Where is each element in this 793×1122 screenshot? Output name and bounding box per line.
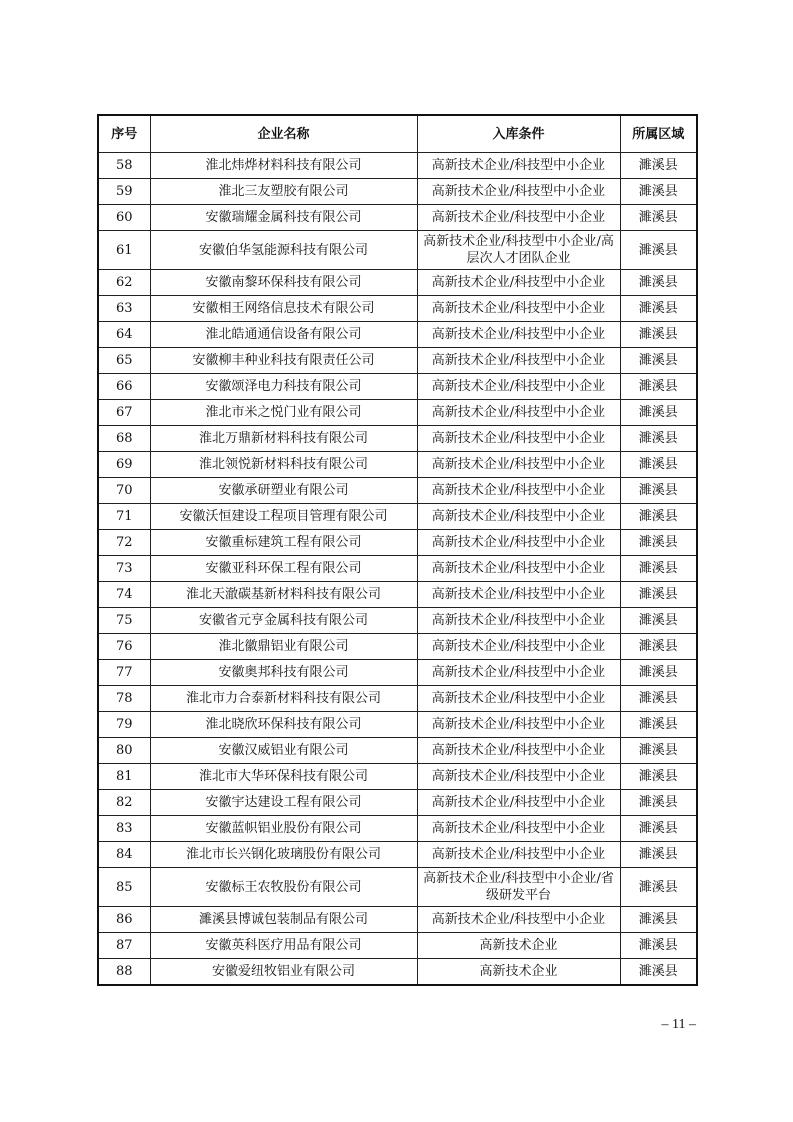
cell-region: 濉溪县 — [620, 400, 697, 426]
table-row — [98, 660, 697, 686]
cell-name: 淮北领悦新材料科技有限公司 — [150, 452, 417, 478]
cell-region: 濉溪县 — [620, 634, 697, 660]
cell-name: 安徽承研塑业有限公司 — [150, 478, 417, 504]
cell-name: 安徽奥邦科技有限公司 — [150, 660, 417, 686]
cell-region: 濉溪县 — [620, 842, 697, 868]
cell-condition: 高新技术企业/科技型中小企业 — [417, 504, 620, 530]
cell-no: 65 — [98, 348, 150, 374]
cell-no: 72 — [98, 530, 150, 556]
table-row — [98, 868, 697, 907]
table-row — [98, 452, 697, 478]
cell-condition: 高新技术企业/科技型中小企业 — [417, 764, 620, 790]
cell-region: 濉溪县 — [620, 530, 697, 556]
cell-region: 濉溪县 — [620, 868, 697, 907]
cell-name: 安徽亚科环保工程有限公司 — [150, 556, 417, 582]
cell-region: 濉溪县 — [620, 686, 697, 712]
table-row — [98, 907, 697, 933]
table-row — [98, 153, 697, 179]
cell-condition: 高新技术企业/科技型中小企业 — [417, 153, 620, 179]
cell-no: 85 — [98, 868, 150, 907]
cell-region: 濉溪县 — [620, 504, 697, 530]
table-header-row — [98, 115, 697, 153]
cell-region: 濉溪县 — [620, 712, 697, 738]
table-row — [98, 790, 697, 816]
page-number: – 11 – — [661, 1017, 696, 1032]
cell-condition: 高新技术企业/科技型中小企业 — [417, 842, 620, 868]
table-row — [98, 556, 697, 582]
cell-no: 74 — [98, 582, 150, 608]
cell-name: 淮北市米之悦门业有限公司 — [150, 400, 417, 426]
cell-region: 濉溪县 — [620, 231, 697, 270]
table-row — [98, 634, 697, 660]
cell-no: 59 — [98, 179, 150, 205]
cell-region: 濉溪县 — [620, 205, 697, 231]
header-condition: 入库条件 — [417, 115, 620, 153]
cell-no: 70 — [98, 478, 150, 504]
cell-region: 濉溪县 — [620, 348, 697, 374]
table-row — [98, 933, 697, 959]
cell-region: 濉溪县 — [620, 959, 697, 986]
cell-condition: 高新技术企业/科技型中小企业 — [417, 296, 620, 322]
table-row — [98, 179, 697, 205]
table-row — [98, 296, 697, 322]
cell-name: 安徽宇达建设工程有限公司 — [150, 790, 417, 816]
table-row — [98, 738, 697, 764]
table-row — [98, 530, 697, 556]
cell-region: 濉溪县 — [620, 179, 697, 205]
table-row — [98, 504, 697, 530]
cell-condition: 高新技术企业/科技型中小企业 — [417, 478, 620, 504]
cell-name: 淮北天澈碳基新材料科技有限公司 — [150, 582, 417, 608]
cell-name: 淮北皓通通信设备有限公司 — [150, 322, 417, 348]
cell-name: 安徽柳丰种业科技有限责任公司 — [150, 348, 417, 374]
cell-no: 80 — [98, 738, 150, 764]
cell-region: 濉溪县 — [620, 608, 697, 634]
cell-condition: 高新技术企业 — [417, 959, 620, 986]
header-no: 序号 — [98, 115, 150, 153]
cell-name: 淮北三友塑胶有限公司 — [150, 179, 417, 205]
cell-name: 安徽省元亨金属科技有限公司 — [150, 608, 417, 634]
enterprise-table — [97, 114, 698, 986]
table-row — [98, 205, 697, 231]
cell-name: 淮北徽鼎铝业有限公司 — [150, 634, 417, 660]
cell-no: 58 — [98, 153, 150, 179]
table-row — [98, 478, 697, 504]
cell-no: 66 — [98, 374, 150, 400]
cell-condition: 高新技术企业/科技型中小企业 — [417, 348, 620, 374]
cell-region: 濉溪县 — [620, 582, 697, 608]
cell-no: 81 — [98, 764, 150, 790]
cell-name: 安徽英科医疗用品有限公司 — [150, 933, 417, 959]
cell-no: 88 — [98, 959, 150, 986]
cell-region: 濉溪县 — [620, 296, 697, 322]
cell-condition: 高新技术企业 — [417, 933, 620, 959]
cell-no: 63 — [98, 296, 150, 322]
table-row — [98, 842, 697, 868]
cell-condition: 高新技术企业/科技型中小企业 — [417, 790, 620, 816]
table-row — [98, 400, 697, 426]
cell-no: 64 — [98, 322, 150, 348]
table-row — [98, 374, 697, 400]
cell-condition: 高新技术企业/科技型中小企业 — [417, 556, 620, 582]
cell-condition: 高新技术企业/科技型中小企业 — [417, 374, 620, 400]
cell-condition: 高新技术企业/科技型中小企业 — [417, 608, 620, 634]
cell-condition: 高新技术企业/科技型中小企业 — [417, 738, 620, 764]
cell-region: 濉溪县 — [620, 660, 697, 686]
header-name: 企业名称 — [150, 115, 417, 153]
cell-name: 安徽伯华氢能源科技有限公司 — [150, 231, 417, 270]
table-row — [98, 348, 697, 374]
cell-condition: 高新技术企业/科技型中小企业 — [417, 179, 620, 205]
cell-name: 淮北万鼎新材料科技有限公司 — [150, 426, 417, 452]
cell-no: 77 — [98, 660, 150, 686]
table-row — [98, 608, 697, 634]
header-region: 所属区域 — [620, 115, 697, 153]
table-row — [98, 959, 697, 986]
cell-condition: 高新技术企业/科技型中小企业 — [417, 270, 620, 296]
cell-condition: 高新技术企业/科技型中小企业 — [417, 660, 620, 686]
cell-condition: 高新技术企业/科技型中小企业 — [417, 322, 620, 348]
cell-condition: 高新技术企业/科技型中小企业/高层次人才团队企业 — [417, 231, 620, 270]
cell-region: 濉溪县 — [620, 452, 697, 478]
cell-no: 78 — [98, 686, 150, 712]
cell-no: 67 — [98, 400, 150, 426]
cell-no: 62 — [98, 270, 150, 296]
cell-condition: 高新技术企业/科技型中小企业/省级研发平台 — [417, 868, 620, 907]
cell-condition: 高新技术企业/科技型中小企业 — [417, 582, 620, 608]
cell-no: 68 — [98, 426, 150, 452]
cell-no: 86 — [98, 907, 150, 933]
cell-name: 安徽标王农牧股份有限公司 — [150, 868, 417, 907]
cell-condition: 高新技术企业/科技型中小企业 — [417, 686, 620, 712]
cell-no: 61 — [98, 231, 150, 270]
table-body — [98, 153, 697, 986]
cell-region: 濉溪县 — [620, 556, 697, 582]
cell-name: 濉溪县博诚包装制品有限公司 — [150, 907, 417, 933]
cell-condition: 高新技术企业/科技型中小企业 — [417, 452, 620, 478]
cell-name: 安徽汉威铝业有限公司 — [150, 738, 417, 764]
cell-region: 濉溪县 — [620, 933, 697, 959]
cell-no: 71 — [98, 504, 150, 530]
cell-condition: 高新技术企业/科技型中小企业 — [417, 712, 620, 738]
cell-name: 安徽颂泽电力科技有限公司 — [150, 374, 417, 400]
cell-condition: 高新技术企业/科技型中小企业 — [417, 816, 620, 842]
table-row — [98, 322, 697, 348]
cell-region: 濉溪县 — [620, 764, 697, 790]
cell-name: 淮北市力合泰新材料科技有限公司 — [150, 686, 417, 712]
cell-region: 濉溪县 — [620, 270, 697, 296]
cell-name: 安徽爱纽牧铝业有限公司 — [150, 959, 417, 986]
cell-condition: 高新技术企业/科技型中小企业 — [417, 426, 620, 452]
cell-region: 濉溪县 — [620, 426, 697, 452]
table-row — [98, 231, 697, 270]
cell-no: 76 — [98, 634, 150, 660]
cell-name: 淮北炜烨材料科技有限公司 — [150, 153, 417, 179]
cell-region: 濉溪县 — [620, 153, 697, 179]
cell-region: 濉溪县 — [620, 738, 697, 764]
cell-no: 82 — [98, 790, 150, 816]
cell-condition: 高新技术企业/科技型中小企业 — [417, 634, 620, 660]
cell-region: 濉溪县 — [620, 790, 697, 816]
table-row — [98, 582, 697, 608]
cell-name: 淮北市大华环保科技有限公司 — [150, 764, 417, 790]
cell-no: 87 — [98, 933, 150, 959]
cell-name: 淮北晓欣环保科技有限公司 — [150, 712, 417, 738]
cell-condition: 高新技术企业/科技型中小企业 — [417, 907, 620, 933]
cell-name: 安徽沃恒建设工程项目管理有限公司 — [150, 504, 417, 530]
table-row — [98, 764, 697, 790]
cell-no: 84 — [98, 842, 150, 868]
table-row — [98, 426, 697, 452]
cell-no: 83 — [98, 816, 150, 842]
table-row — [98, 712, 697, 738]
cell-condition: 高新技术企业/科技型中小企业 — [417, 530, 620, 556]
cell-no: 60 — [98, 205, 150, 231]
cell-name: 安徽相王网络信息技术有限公司 — [150, 296, 417, 322]
cell-region: 濉溪县 — [620, 322, 697, 348]
cell-name: 安徽蓝帜铝业股份有限公司 — [150, 816, 417, 842]
cell-name: 安徽重标建筑工程有限公司 — [150, 530, 417, 556]
cell-region: 濉溪县 — [620, 374, 697, 400]
cell-no: 79 — [98, 712, 150, 738]
cell-region: 濉溪县 — [620, 816, 697, 842]
cell-name: 安徽瑞耀金属科技有限公司 — [150, 205, 417, 231]
cell-region: 濉溪县 — [620, 478, 697, 504]
cell-no: 73 — [98, 556, 150, 582]
cell-no: 69 — [98, 452, 150, 478]
cell-condition: 高新技术企业/科技型中小企业 — [417, 205, 620, 231]
table-row — [98, 816, 697, 842]
table-row — [98, 270, 697, 296]
cell-condition: 高新技术企业/科技型中小企业 — [417, 400, 620, 426]
cell-name: 安徽南黎环保科技有限公司 — [150, 270, 417, 296]
cell-no: 75 — [98, 608, 150, 634]
table-row — [98, 686, 697, 712]
cell-region: 濉溪县 — [620, 907, 697, 933]
cell-name: 淮北市长兴钢化玻璃股份有限公司 — [150, 842, 417, 868]
